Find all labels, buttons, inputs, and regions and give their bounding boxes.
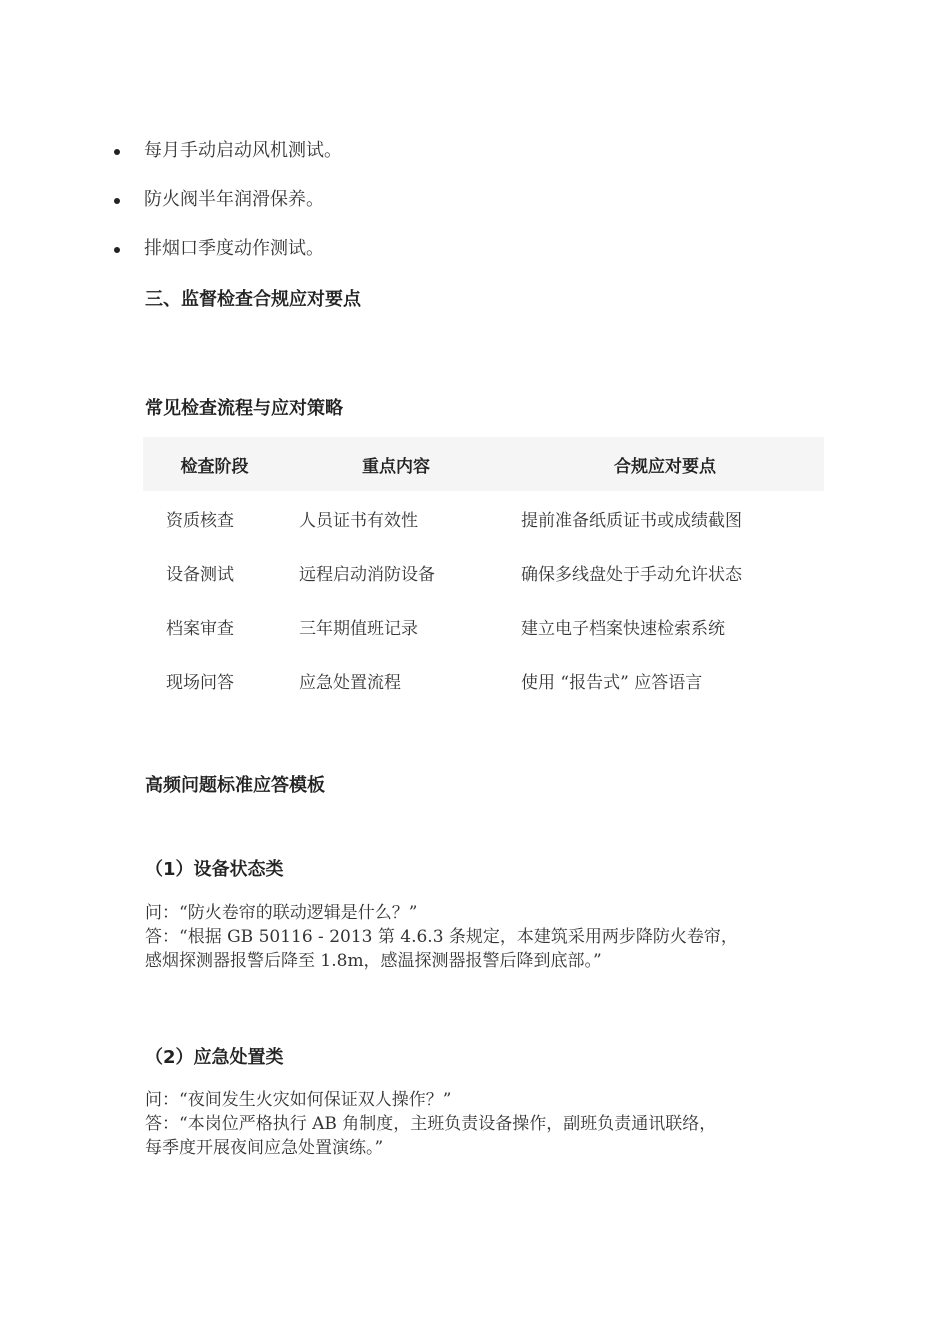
- bullet-item: 每月手动启动风机测试。: [112, 136, 342, 185]
- bullet-item: 排烟口季度动作测试。: [112, 234, 342, 283]
- bullet-dot-icon: [114, 247, 120, 253]
- section-title: 三、监督检查合规应对要点: [145, 289, 361, 310]
- table-row: [143, 491, 824, 545]
- table-row: [143, 599, 824, 653]
- qa-answer-line: 答：“根据 GB 50116 - 2013 第 4.6.3 条规定，本建筑采用两步降防火卷帘，: [145, 927, 738, 947]
- qa-answer-line: 答：“本岗位严格执行 AB 角制度，主班负责设备操作，副班负责通讯联络，: [145, 1114, 717, 1134]
- qa-answer-line: 每季度开展夜间应急处置演练。”: [145, 1138, 384, 1158]
- table-cell: 人员证书有效性: [299, 510, 418, 531]
- table-cell: 远程启动消防设备: [299, 564, 435, 585]
- qa-block: [145, 901, 835, 973]
- maintenance-bullet-list: [112, 136, 342, 283]
- qa-block: [145, 1088, 835, 1160]
- qa-group-title: （1）设备状态类: [145, 859, 284, 880]
- template-title: 高频问题标准应答模板: [145, 775, 325, 796]
- table-row: [143, 653, 824, 707]
- qa-question: 问：“防火卷帘的联动逻辑是什么？”: [145, 903, 418, 923]
- table-cell: 使用 “报告式” 应答语言: [521, 672, 703, 693]
- table-cell: 提前准备纸质证书或成绩截图: [521, 510, 742, 531]
- inspection-strategy-table: [143, 437, 824, 707]
- table-cell: 设备测试: [166, 564, 234, 585]
- column-header: 合规应对要点: [506, 437, 824, 491]
- column-header: 重点内容: [286, 437, 506, 491]
- table-title: 常见检查流程与应对策略: [145, 398, 343, 419]
- table-cell: 资质核查: [166, 510, 234, 531]
- bullet-dot-icon: [114, 149, 120, 155]
- qa-question: 问：“夜间发生火灾如何保证双人操作？”: [145, 1090, 452, 1110]
- bullet-item: 防火阀半年润滑保养。: [112, 185, 342, 234]
- table-cell: 三年期值班记录: [299, 618, 418, 639]
- table-cell: 确保多线盘处于手动允许状态: [521, 564, 742, 585]
- table-cell: 建立电子档案快速检索系统: [521, 618, 725, 639]
- bullet-dot-icon: [114, 198, 120, 204]
- table-cell: 档案审查: [166, 618, 234, 639]
- table-row: [143, 545, 824, 599]
- column-header: 检查阶段: [143, 437, 286, 491]
- table-header-row: [143, 437, 824, 491]
- table-cell: 应急处置流程: [299, 672, 401, 693]
- table-cell: 现场问答: [166, 672, 234, 693]
- qa-group-title: （2）应急处置类: [145, 1047, 284, 1068]
- qa-answer-line: 感烟探测器报警后降至 1.8m，感温探测器报警后降到底部。”: [145, 951, 602, 971]
